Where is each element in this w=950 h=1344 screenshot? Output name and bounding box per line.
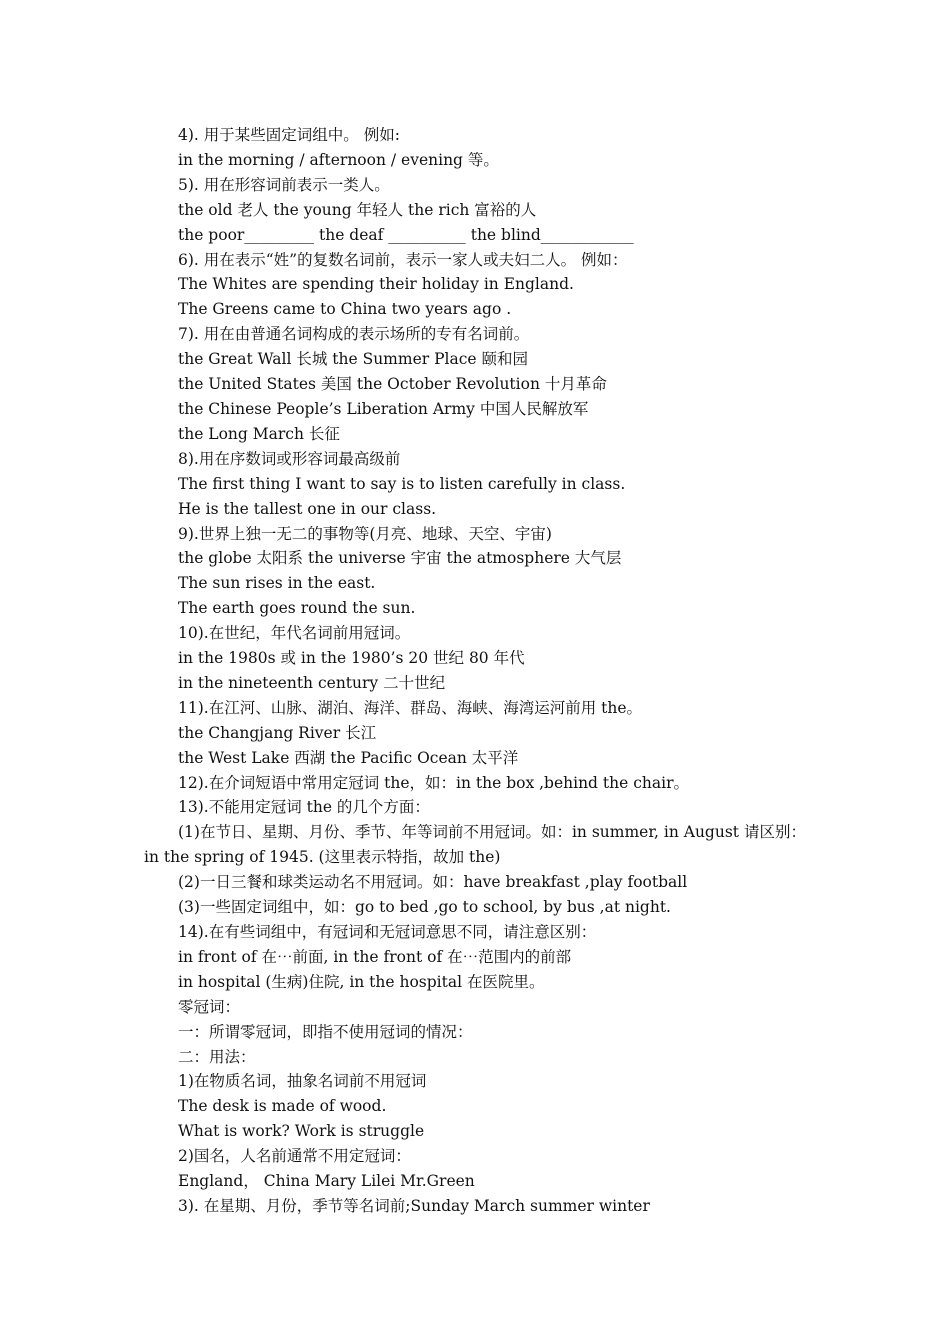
rule-line-2: (2)一日三餐和球类运动名不用冠词。如：have breakfast ,play football (178, 873, 688, 892)
rule-line-3: (3)一些固定词组中，如：go to bed ,go to school, by bus ,at night. (178, 898, 671, 917)
example-line: in front of 在⋯前面, in the front of 在⋯范围内的前部 (178, 947, 572, 966)
usage-rule-2: 2)国名，人名前通常不用定冠词： (178, 1147, 411, 1166)
section-heading-8: 8).用在序数词或形容词最高级前 (178, 449, 401, 468)
section-heading-5: 5). 用在形容词前表示一类人。 (178, 175, 390, 194)
zero-article-usage-heading: 二：用法： (178, 1047, 256, 1066)
zero-article-definition: 一：所谓零冠词，即指不使用冠词的情况： (178, 1022, 473, 1041)
example-line: in the nineteenth century 二十世纪 (178, 673, 446, 692)
example-line: the globe 太阳系 the universe 宇宙 the atmosphere 大气层 (178, 549, 622, 568)
example-line: the old 老人 the young 年轻人 the rich 富裕的人 (178, 200, 537, 219)
section-heading-10: 10).在世纪，年代名词前用冠词。 (178, 624, 411, 643)
section-heading-11: 11).在江河、山脉、湖泊、海洋、群岛、海峡、海湾运河前用 the。 (178, 698, 643, 717)
example-line: He is the tallest one in our class. (178, 499, 437, 518)
section-heading-12: 12).在介词短语中常用定冠词 the，如：in the box ,behind the chair。 (178, 773, 689, 792)
example-line: The sun rises in the east. (178, 574, 376, 593)
example-line: the Great Wall 长城 the Summer Place 颐和园 (178, 350, 528, 369)
section-heading-7: 7). 用在由普通名词构成的表示场所的专有名词前。 (178, 325, 530, 344)
example-line: The first thing I want to say is to listen carefully in class. (178, 474, 626, 493)
example-line: The Whites are spending their holiday in England. (178, 275, 574, 294)
exercise-blanks-line: the poor_________ the deaf __________ the blind____________ (178, 225, 634, 244)
zero-article-heading: 零冠词： (178, 997, 241, 1016)
example-line: in the morning / afternoon / evening 等。 (178, 150, 499, 169)
example-line: the Long March 长征 (178, 424, 340, 443)
example-line: the Changjang River 长江 (178, 723, 377, 742)
example-line: in the 1980s 或 in the 1980’s 20 世纪 80 年代 (178, 649, 525, 668)
section-heading-14: 14).在有些词组中，有冠词和无冠词意思不同，请注意区别： (178, 923, 597, 941)
example-line: the United States 美国 the October Revolution 十月革命 (178, 375, 607, 394)
example-line: The desk is made of wood. (178, 1097, 387, 1116)
example-line: the West Lake 西湖 the Pacific Ocean 太平洋 (178, 748, 519, 767)
section-heading-6: 6). 用在表示“姓”的复数名词前，表示一家人或夫妇二人。 例如： (178, 250, 628, 269)
document-body (144, 123, 814, 1219)
usage-rule-1: 1)在物质名词，抽象名词前不用冠词 (178, 1072, 427, 1091)
section-heading-9: 9).世界上独一无二的事物等(月亮、地球、天空、宇宙) (178, 524, 552, 543)
example-line: the Chinese People’s Liberation Army 中国人民解放军 (178, 399, 589, 418)
rule-paragraph-1: (1)在节日、星期、月份、季节、年等词前不用冠词。如：in summer, in August 请区别：in the spring of 1945. (这里表示特指，故加 the) (144, 823, 806, 867)
usage-rule-3: 3). 在星期、月份，季节等名词前;Sunday March summer winter (178, 1196, 650, 1215)
section-heading-4: 4). 用于某些固定词组中。 例如: (178, 126, 400, 144)
example-line: The Greens came to China two years ago . (178, 300, 512, 319)
example-line: What is work? Work is struggle (178, 1122, 425, 1141)
section-heading-13: 13).不能用定冠词 the 的几个方面： (178, 798, 430, 817)
example-line: England， China Mary Lilei Mr.Green (178, 1172, 475, 1191)
example-line: in hospital (生病)住院, in the hospital 在医院里。 (178, 972, 545, 991)
example-line: The earth goes round the sun. (178, 599, 416, 618)
